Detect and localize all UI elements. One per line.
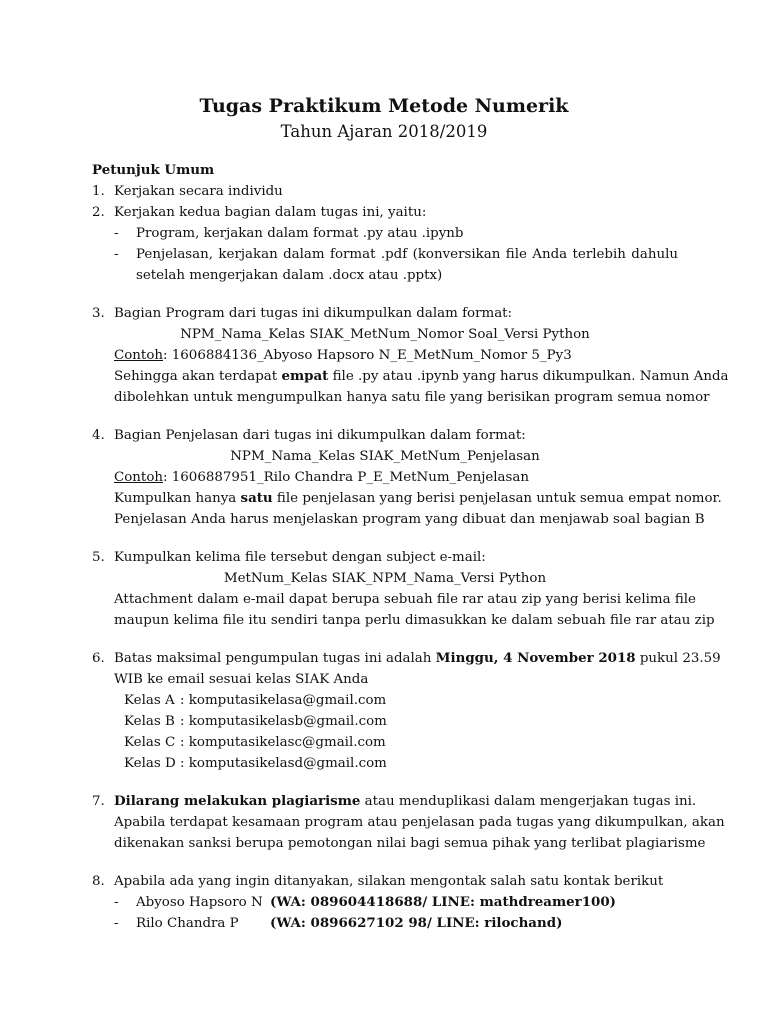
item-number: 5.	[92, 550, 105, 565]
note-line-2: maupun kelima file itu sendiri tanpa perlu dimasukkan ke dalam sebuah file rar atau zip	[114, 613, 715, 628]
instruction-item-6	[92, 648, 721, 774]
penjelasan-format: NPM_Nama_Kelas SIAK_MetNum_Penjelasan	[230, 449, 540, 464]
bullet-dash: -	[114, 916, 119, 931]
plagiarism-line-3: dikenakan sanksi berupa pemotongan nilai bagi semua pihak yang terlibat plagiarisme	[114, 836, 706, 851]
instruction-item-3	[92, 303, 678, 324]
item-number: 3.	[92, 306, 105, 321]
item-text: Bagian Program dari tugas ini dikumpulkan dalam format:	[114, 306, 513, 321]
kelas-email: : komputasikelasd@gmail.com	[180, 756, 387, 771]
note-text-b: file .py atau .ipynb yang harus dikumpulkan. Namun Anda	[328, 369, 729, 384]
note-line-2: Penjelasan Anda harus menjelaskan program yang dibuat dan menjawab soal bagian B	[114, 512, 705, 527]
kelas-name: Kelas C	[124, 735, 176, 750]
contact-row	[114, 913, 678, 934]
item-number: 7.	[92, 794, 105, 809]
item-text: Kumpulkan kelima file tersebut dengan subject e-mail:	[114, 550, 486, 565]
section-heading: Petunjuk Umum	[92, 162, 215, 178]
example-label: Contoh	[114, 470, 163, 485]
contact-row	[114, 892, 678, 913]
kelas-name: Kelas B	[124, 714, 175, 729]
instruction-item-5	[92, 547, 678, 568]
item-number: 4.	[92, 428, 105, 443]
plagiarism-text: atau menduplikasi dalam mengerjakan tugas ini.	[360, 794, 697, 809]
deadline-date: Minggu, 4 November 2018	[435, 650, 636, 666]
contact-name: Abyoso Hapsoro N	[136, 895, 263, 910]
instructions-body	[92, 160, 729, 934]
program-note	[92, 366, 729, 408]
note-text-a: Sehingga akan terdapat	[114, 369, 282, 384]
kelas-row	[114, 711, 678, 732]
item-number: 2.	[92, 205, 105, 220]
kelas-email: : komputasikelasb@gmail.com	[180, 714, 387, 729]
sub-item-penjelasan	[114, 244, 678, 286]
program-format: NPM_Nama_Kelas SIAK_MetNum_Nomor Soal_Versi Python	[180, 327, 590, 342]
attachment-note	[92, 589, 715, 631]
kelas-row	[114, 732, 678, 753]
instruction-item-1	[92, 181, 678, 202]
sub-item-text-b: konversikan file Anda terlebih dahulu setelah mengerjakan dalam .docx atau .pptx)	[136, 247, 678, 283]
deadline-line-2: WIB ke email sesuai kelas SIAK Anda	[114, 672, 369, 687]
kelas-name: Kelas A	[124, 693, 175, 708]
example-value: : 1606884136_Abyoso Hapsoro N_E_MetNum_Nomor 5_Py3	[163, 348, 572, 363]
item-text: Bagian Penjelasan dari tugas ini dikumpulkan dalam format:	[114, 428, 526, 443]
kelas-row	[114, 753, 678, 774]
kelas-row	[114, 690, 678, 711]
kelas-name: Kelas D	[124, 756, 176, 771]
deadline-text-a: Batas maksimal pengumpulan tugas ini adalah	[114, 651, 436, 666]
program-example	[92, 345, 678, 366]
item-number: 6.	[92, 651, 105, 666]
deadline-text-b: pukul 23.59	[635, 651, 721, 666]
contact-info: (WA: 0896627102 98/ LINE: rilochand)	[270, 915, 563, 931]
bullet-dash: -	[114, 247, 119, 262]
document-title: Tugas Praktikum Metode Numerik	[199, 95, 569, 117]
item-number: 1.	[92, 184, 105, 199]
plagiarism-line-2: Apabila terdapat kesamaan program atau penjelasan pada tugas yang dikumpulkan, akan	[114, 815, 725, 830]
sub-item-program	[114, 223, 678, 244]
contact-info: (WA: 089604418688/ LINE: mathdreamer100)	[270, 894, 617, 910]
bullet-dash: -	[114, 226, 119, 241]
note-bold: empat	[281, 368, 329, 384]
example-value: : 1606887951_Rilo Chandra P_E_MetNum_Penjelasan	[163, 470, 530, 485]
note-line-2: dibolehkan untuk mengumpulkan hanya satu file yang berisikan program semua nomor	[114, 390, 710, 405]
note-bold: satu	[240, 490, 273, 506]
document-subtitle: Tahun Ajaran 2018/2019	[280, 122, 488, 141]
penjelasan-note	[92, 488, 722, 530]
item-text: Kerjakan secara individu	[114, 184, 283, 199]
sub-item-text-a: Penjelasan, kerjakan dalam format .pdf (	[136, 247, 418, 262]
plagiarism-warning: Dilarang melakukan plagiarisme	[114, 793, 361, 809]
sub-item-text: Program, kerjakan dalam format .py atau .ipynb	[136, 226, 464, 241]
bullet-dash: -	[114, 895, 119, 910]
contact-name: Rilo Chandra P	[136, 916, 239, 931]
instruction-item-2	[92, 202, 678, 286]
item-text: Kerjakan kedua bagian dalam tugas ini, yaitu:	[114, 205, 427, 220]
penjelasan-example	[92, 467, 678, 488]
item-number: 8.	[92, 874, 105, 889]
instruction-item-4	[92, 425, 678, 446]
note-line-1: Attachment dalam e-mail dapat berupa sebuah file rar atau zip yang berisi kelima file	[114, 592, 696, 607]
email-subject-format: MetNum_Kelas SIAK_NPM_Nama_Versi Python	[223, 571, 547, 586]
item-text: Apabila ada yang ingin ditanyakan, silakan mengontak salah satu kontak berikut	[114, 874, 664, 889]
instruction-item-8	[92, 871, 678, 934]
kelas-email: : komputasikelasc@gmail.com	[180, 735, 386, 750]
instruction-item-7	[92, 791, 725, 854]
kelas-email: : komputasikelasa@gmail.com	[180, 693, 387, 708]
note-text-b: file penjelasan yang berisi penjelasan untuk semua empat nomor.	[272, 491, 722, 506]
note-text-a: Kumpulkan hanya	[114, 491, 241, 506]
example-label: Contoh	[114, 348, 163, 363]
